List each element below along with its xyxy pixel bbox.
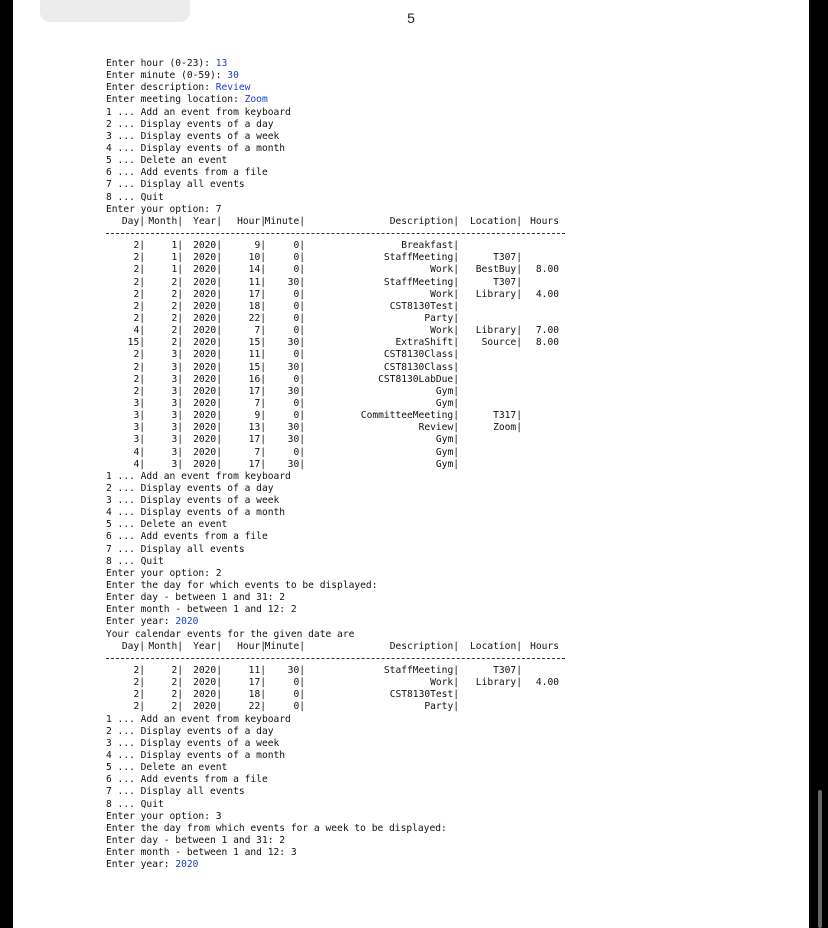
console-text: 1 ... Add an event from keyboard [106, 713, 291, 725]
table-cell: StaffMeeting| [383, 276, 459, 288]
table-cell: BestBuy| [475, 264, 522, 276]
table-cell: 2| [171, 276, 183, 288]
table-cell: 17| [248, 385, 266, 397]
table-cell: CST8130Class| [383, 361, 459, 373]
table-header-cell: Year| [193, 215, 222, 227]
console-line [106, 762, 576, 774]
table-cell: Work| [430, 288, 459, 300]
table-cell: 7| [254, 446, 266, 458]
console-text: 5 ... Delete an event [106, 155, 228, 167]
table-cell: Party| [424, 312, 459, 324]
table-cell: 3| [171, 385, 183, 397]
table-cell: 2| [133, 252, 145, 264]
table-cell: 30| [287, 434, 305, 446]
table-row [106, 422, 576, 434]
console-text: Enter description: [106, 82, 216, 94]
table-cell: 2020| [193, 349, 222, 361]
table-cell: 2020| [193, 300, 222, 312]
table-cell: 0| [293, 677, 305, 689]
table-cell: 0| [293, 252, 305, 264]
table-header-cell: Location| [470, 215, 522, 227]
table-cell: 30| [287, 361, 305, 373]
table-cell: CST8130Class| [383, 349, 459, 361]
table-cell: 2020| [193, 701, 222, 713]
table-row [106, 701, 576, 713]
table-cell: 15| [248, 337, 266, 349]
table-cell: 2| [171, 300, 183, 312]
table-cell: 4| [133, 458, 145, 470]
user-input-value: Zoom [244, 94, 268, 106]
table-header-cell: Day| [121, 640, 145, 652]
console-line [106, 94, 576, 106]
table-row [106, 410, 576, 422]
console-text: 7 ... Display all events [106, 543, 245, 555]
table-cell: 30| [287, 337, 305, 349]
table-cell: 2| [171, 288, 183, 300]
table-cell: 17| [248, 434, 266, 446]
table-cell: 2| [133, 300, 145, 312]
table-cell: 3| [171, 361, 183, 373]
table-cell: T307| [493, 252, 522, 264]
table-cell: 2020| [193, 252, 222, 264]
table-cell: 2| [171, 701, 183, 713]
table-cell: 2| [133, 665, 145, 677]
table-cell: 18| [248, 689, 266, 701]
console-line [106, 507, 576, 519]
document-page [13, 0, 809, 928]
table-header-cell: Minute| [264, 215, 305, 227]
table-cell: CST8130Test| [389, 300, 459, 312]
console-line [106, 167, 576, 179]
table-cell: 3| [133, 422, 145, 434]
table-cell: 18| [248, 300, 266, 312]
table-cell: 22| [248, 701, 266, 713]
separator-line [106, 233, 565, 234]
table-cell: 0| [293, 373, 305, 385]
console-text: Enter the day for which events to be displayed: [106, 580, 378, 592]
table-cell: 2020| [193, 434, 222, 446]
console-line [106, 58, 576, 70]
table-cell: Zoom| [493, 422, 522, 434]
table-cell: 2020| [193, 288, 222, 300]
table-cell: 2020| [193, 458, 222, 470]
table-cell: 13| [248, 422, 266, 434]
console-text: Enter your option: 3 [106, 810, 222, 822]
table-cell: 2020| [193, 325, 222, 337]
table-cell: 2| [171, 312, 183, 324]
table-cell: 7| [254, 397, 266, 409]
table-cell: 1| [171, 240, 183, 252]
console-line [106, 531, 576, 543]
console-line [106, 556, 576, 568]
table-row [106, 277, 576, 289]
table-cell: 3| [171, 410, 183, 422]
console-line [106, 204, 576, 216]
table-cell: Library| [475, 677, 522, 689]
table-cell: 22| [248, 312, 266, 324]
table-cell: 0| [293, 264, 305, 276]
table-cell: 4.00 [535, 677, 559, 689]
console-text: 4 ... Display events of a month [106, 507, 286, 519]
table-cell: 11| [248, 665, 266, 677]
table-cell: 0| [293, 410, 305, 422]
console-text: Enter your option: 7 [106, 203, 222, 215]
table-cell: 8.00 [535, 337, 559, 349]
table-cell: Gym| [435, 458, 459, 470]
console-line [106, 604, 576, 616]
console-line [106, 823, 576, 835]
table-row [106, 665, 576, 677]
console-text: 4 ... Display events of a month [106, 750, 286, 762]
table-cell: Gym| [435, 434, 459, 446]
table-cell: 0| [293, 349, 305, 361]
table-cell: 2| [133, 264, 145, 276]
table-cell: 30| [287, 665, 305, 677]
table-cell: 16| [248, 373, 266, 385]
table-cell: 3| [133, 397, 145, 409]
console-line [106, 119, 576, 131]
console-text: Enter month - between 1 and 12: 3 [106, 847, 297, 859]
table-cell: 14| [248, 264, 266, 276]
table-cell: 10| [248, 252, 266, 264]
table-header-cell: Day| [121, 215, 145, 227]
table-cell: 3| [133, 434, 145, 446]
table-cell: 8.00 [535, 264, 559, 276]
table-cell: 2020| [193, 312, 222, 324]
table-cell: 2| [133, 312, 145, 324]
console-line [106, 859, 576, 871]
console-text: Enter meeting location: [106, 94, 245, 106]
table-cell: 3| [171, 349, 183, 361]
console-text: Your calendar events for the given date are [106, 628, 355, 640]
table-cell: 3| [171, 434, 183, 446]
console-text: Enter your option: 2 [106, 567, 222, 579]
console-line [106, 786, 576, 798]
console-line [106, 107, 576, 119]
table-cell: 3| [171, 373, 183, 385]
table-cell: 4.00 [535, 288, 559, 300]
console-text: 3 ... Display events of a week [106, 495, 280, 507]
console-text: 7 ... Display all events [106, 179, 245, 191]
table-cell: 0| [293, 689, 305, 701]
console-line [106, 799, 576, 811]
table-cell: 2| [171, 325, 183, 337]
table-header-cell: Hour| [237, 215, 266, 227]
table-cell: 2020| [193, 410, 222, 422]
table-cell: 3| [171, 397, 183, 409]
table-cell: 15| [248, 361, 266, 373]
table-cell: 3| [171, 422, 183, 434]
console-text: Enter month - between 1 and 12: 2 [106, 604, 297, 616]
table-row [106, 374, 576, 386]
table-cell: 0| [293, 288, 305, 300]
table-cell: 0| [293, 397, 305, 409]
table-cell: Review| [418, 422, 459, 434]
table-cell: StaffMeeting| [383, 665, 459, 677]
table-row [106, 301, 576, 313]
user-input-value: Review [215, 82, 251, 94]
table-cell: 2| [171, 677, 183, 689]
console-text: 2 ... Display events of a day [106, 118, 274, 130]
table-cell: 11| [248, 276, 266, 288]
table-cell: StaffMeeting| [383, 252, 459, 264]
table-row [106, 240, 576, 252]
console-text: 1 ... Add an event from keyboard [106, 470, 291, 482]
table-cell: 2020| [193, 689, 222, 701]
table-cell: Work| [430, 325, 459, 337]
console-line [106, 519, 576, 531]
table-cell: 2| [133, 276, 145, 288]
table-cell: 2020| [193, 665, 222, 677]
console-line [106, 592, 576, 604]
table-cell: Library| [475, 325, 522, 337]
console-line [106, 568, 576, 580]
table-cell: CST8130LabDue| [378, 373, 459, 385]
table-cell: Gym| [435, 385, 459, 397]
table-cell: 2| [171, 689, 183, 701]
table-cell: 2020| [193, 373, 222, 385]
table-cell: 2| [133, 288, 145, 300]
table-row [106, 689, 576, 701]
console-text: Enter year: [106, 859, 176, 871]
table-row [106, 337, 576, 349]
console-text: 8 ... Quit [106, 798, 164, 810]
console-text: Enter minute (0-59): [106, 70, 228, 82]
table-row [106, 264, 576, 276]
table-cell: 2020| [193, 264, 222, 276]
table-cell: Source| [481, 337, 522, 349]
table-row [106, 349, 576, 361]
table-separator [106, 653, 576, 665]
console-line [106, 471, 576, 483]
table-cell: Party| [424, 701, 459, 713]
table-row [106, 252, 576, 264]
console-line [106, 616, 576, 628]
console-line [106, 580, 576, 592]
table-header-cell: Hours [530, 640, 559, 652]
console-line [106, 483, 576, 495]
table-row [106, 313, 576, 325]
console-line [106, 131, 576, 143]
console-text: 4 ... Display events of a month [106, 142, 286, 154]
table-row [106, 459, 576, 471]
console-text: 8 ... Quit [106, 191, 164, 203]
console-text: 2 ... Display events of a day [106, 482, 274, 494]
table-cell: Breakfast| [401, 240, 459, 252]
table-row [106, 362, 576, 374]
table-cell: 2| [133, 240, 145, 252]
console-text: 8 ... Quit [106, 555, 164, 567]
table-cell: 2020| [193, 446, 222, 458]
console-line [106, 774, 576, 786]
console-line [106, 70, 576, 82]
console-text: Enter day - between 1 and 31: 2 [106, 592, 286, 604]
table-header-cell: Hour| [237, 640, 266, 652]
table-header-cell: Month| [148, 215, 183, 227]
table-cell: 2| [171, 665, 183, 677]
table-header-cell: Year| [193, 640, 222, 652]
table-header [106, 216, 576, 228]
table-cell: 15| [127, 337, 145, 349]
table-row [106, 447, 576, 459]
console-line [106, 714, 576, 726]
console-text: 2 ... Display events of a day [106, 725, 274, 737]
table-cell: 30| [287, 276, 305, 288]
console-text: Enter the day from which events for a week to be displayed: [106, 822, 447, 834]
console-line [106, 811, 576, 823]
table-cell: 0| [293, 325, 305, 337]
console-line [106, 629, 576, 641]
table-header-cell: Location| [470, 640, 522, 652]
table-cell: Work| [430, 264, 459, 276]
console-line [106, 179, 576, 191]
console-text: 5 ... Delete an event [106, 762, 228, 774]
table-cell: CommitteeMeeting| [360, 410, 459, 422]
scrollbar[interactable] [818, 790, 822, 928]
console-output [106, 58, 576, 871]
table-row [106, 434, 576, 446]
table-cell: 4| [133, 446, 145, 458]
user-input-value: 2020 [175, 616, 199, 628]
table-cell: 1| [171, 264, 183, 276]
table-header-cell: Minute| [264, 640, 305, 652]
table-cell: 17| [248, 458, 266, 470]
console-line [106, 82, 576, 94]
console-text: Enter hour (0-23): [106, 58, 216, 69]
table-cell: 2020| [193, 397, 222, 409]
table-cell: 9| [254, 410, 266, 422]
table-cell: 3| [171, 446, 183, 458]
table-row [106, 289, 576, 301]
table-cell: 0| [293, 240, 305, 252]
table-cell: 2020| [193, 276, 222, 288]
table-cell: 2| [133, 689, 145, 701]
table-row [106, 325, 576, 337]
table-cell: 2| [133, 385, 145, 397]
table-cell: 2| [133, 349, 145, 361]
console-line [106, 544, 576, 556]
table-cell: 30| [287, 458, 305, 470]
separator-line [106, 658, 565, 659]
console-text: 3 ... Display events of a week [106, 737, 280, 749]
console-text: Enter year: [106, 616, 176, 628]
table-cell: 2| [171, 337, 183, 349]
user-input-value: 13 [215, 58, 228, 69]
table-cell: 7.00 [535, 325, 559, 337]
table-cell: 2| [133, 373, 145, 385]
table-cell: 2| [133, 361, 145, 373]
table-cell: 2020| [193, 337, 222, 349]
table-header-cell: Description| [389, 215, 459, 227]
table-cell: 17| [248, 288, 266, 300]
table-cell: 2| [133, 701, 145, 713]
table-cell: 11| [248, 349, 266, 361]
table-cell: ExtraShift| [395, 337, 459, 349]
table-cell: 2020| [193, 361, 222, 373]
table-cell: Library| [475, 288, 522, 300]
table-cell: 2| [133, 677, 145, 689]
table-cell: 3| [171, 458, 183, 470]
table-cell: 7| [254, 325, 266, 337]
table-cell: Gym| [435, 397, 459, 409]
table-cell: 3| [133, 410, 145, 422]
table-header-cell: Description| [389, 640, 459, 652]
table-cell: 4| [133, 325, 145, 337]
console-text: Enter day - between 1 and 31: 2 [106, 835, 286, 846]
console-line [106, 192, 576, 204]
console-line [106, 847, 576, 859]
user-input-value: 30 [227, 70, 239, 82]
page-number: 5 [407, 10, 415, 26]
table-cell: CST8130Test| [389, 689, 459, 701]
table-header [106, 641, 576, 653]
table-cell: 0| [293, 701, 305, 713]
console-line [106, 495, 576, 507]
table-cell: 2020| [193, 385, 222, 397]
table-row [106, 386, 576, 398]
table-separator [106, 228, 576, 240]
console-text: 6 ... Add events from a file [106, 167, 268, 179]
table-cell: 30| [287, 422, 305, 434]
console-text: 5 ... Delete an event [106, 519, 228, 531]
table-cell: 30| [287, 385, 305, 397]
table-row [106, 398, 576, 410]
user-input-value: 2020 [175, 859, 199, 871]
console-line [106, 155, 576, 167]
table-cell: 17| [248, 677, 266, 689]
table-header-cell: Month| [148, 640, 183, 652]
console-line [106, 835, 576, 847]
table-cell: 1| [171, 252, 183, 264]
console-text: 6 ... Add events from a file [106, 531, 268, 543]
console-line [106, 143, 576, 155]
table-cell: Gym| [435, 446, 459, 458]
table-cell: 9| [254, 240, 266, 252]
table-cell: T317| [493, 410, 522, 422]
console-line [106, 726, 576, 738]
table-header-cell: Hours [530, 215, 559, 227]
console-text: 7 ... Display all events [106, 786, 245, 798]
console-text: 3 ... Display events of a week [106, 130, 280, 142]
table-cell: 0| [293, 446, 305, 458]
table-cell: T307| [493, 665, 522, 677]
table-cell: 2020| [193, 240, 222, 252]
console-line [106, 750, 576, 762]
table-cell: T307| [493, 276, 522, 288]
table-cell: 0| [293, 300, 305, 312]
console-text: 1 ... Add an event from keyboard [106, 106, 291, 118]
table-row [106, 677, 576, 689]
table-cell: 0| [293, 312, 305, 324]
table-cell: Work| [430, 677, 459, 689]
console-line [106, 738, 576, 750]
console-text: 6 ... Add events from a file [106, 774, 268, 786]
table-cell: 2020| [193, 677, 222, 689]
table-cell: 2020| [193, 422, 222, 434]
